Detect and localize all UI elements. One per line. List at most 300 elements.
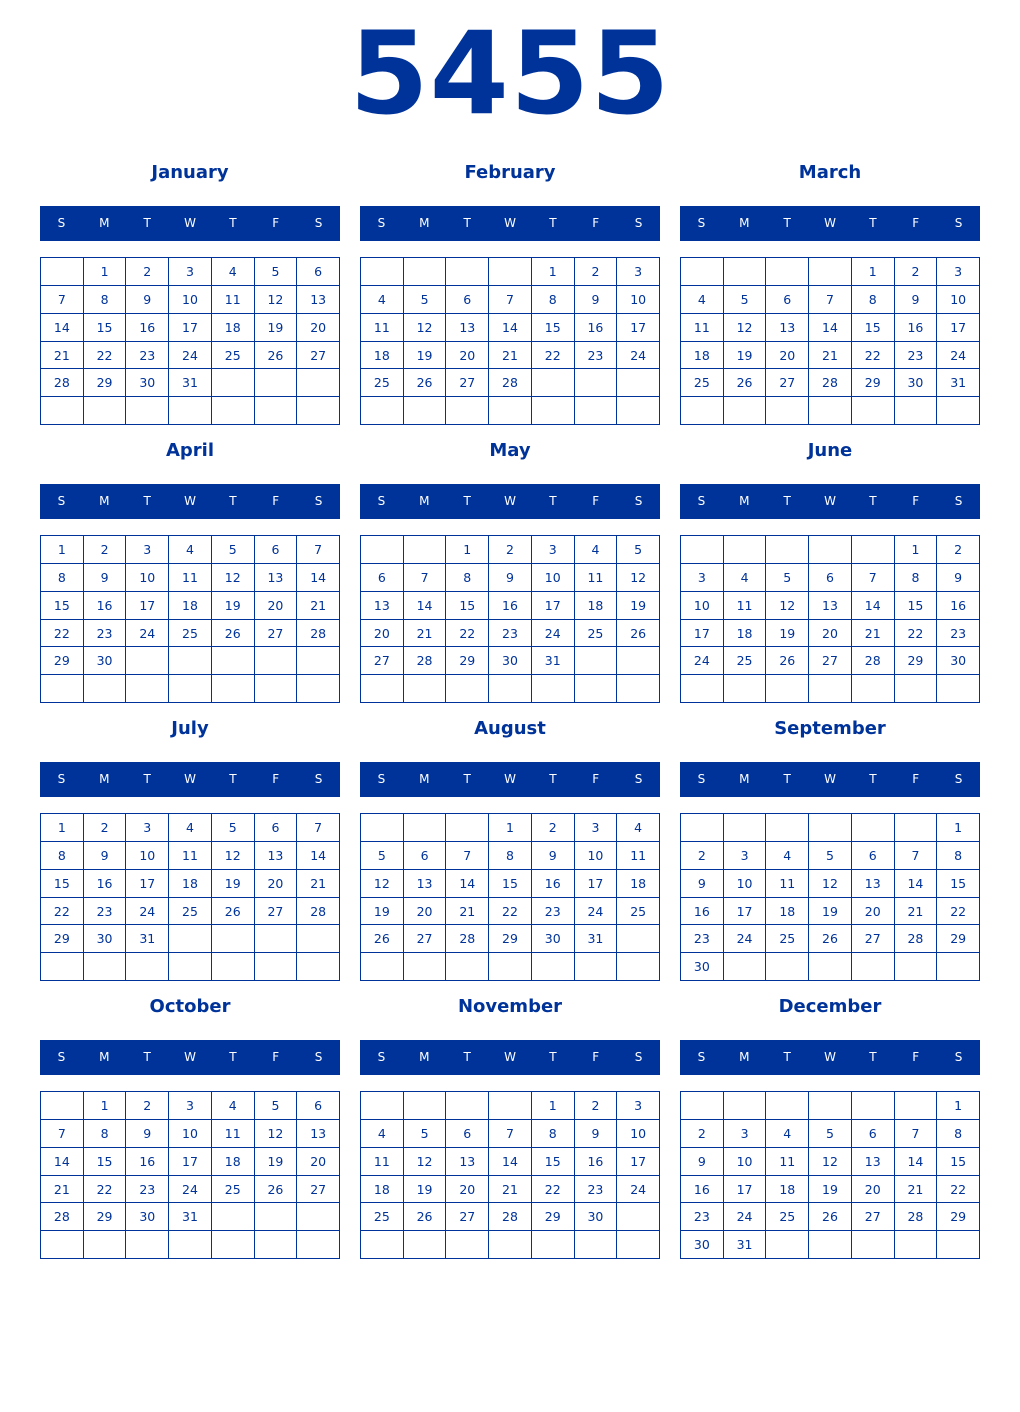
day-cell: 14	[809, 314, 852, 342]
day-cell: 24	[681, 647, 724, 675]
empty-day-cell	[575, 953, 618, 981]
day-cell: 7	[895, 1120, 938, 1148]
day-cell: 13	[255, 842, 298, 870]
day-cell: 18	[766, 898, 809, 926]
empty-day-cell	[724, 953, 767, 981]
weekday-label: S	[634, 772, 643, 786]
day-cell: 20	[766, 342, 809, 370]
day-cell: 8	[446, 564, 489, 592]
empty-day-cell	[532, 1231, 575, 1259]
day-cell: 10	[681, 592, 724, 620]
empty-day-cell	[617, 675, 660, 703]
day-cell: 25	[681, 369, 724, 397]
day-cell: 29	[446, 647, 489, 675]
empty-day-cell	[41, 1092, 84, 1120]
day-cell: 18	[617, 870, 660, 898]
day-cell: 3	[724, 1120, 767, 1148]
empty-day-cell	[809, 814, 852, 842]
day-cell: 28	[404, 647, 447, 675]
day-cell: 5	[212, 536, 255, 564]
day-cell: 20	[361, 620, 404, 648]
empty-day-cell	[169, 675, 212, 703]
weekday-header	[360, 206, 660, 241]
weekday-label: S	[57, 1050, 66, 1064]
empty-day-cell	[766, 1092, 809, 1120]
empty-day-cell	[41, 397, 84, 425]
weekday-label: F	[592, 494, 600, 508]
day-cell: 6	[852, 842, 895, 870]
day-cell: 2	[489, 536, 532, 564]
day-cell: 12	[809, 870, 852, 898]
day-cell: 22	[532, 1176, 575, 1204]
day-cell: 8	[532, 286, 575, 314]
day-cell: 30	[489, 647, 532, 675]
day-cell: 1	[937, 1092, 980, 1120]
day-cell: 13	[297, 286, 340, 314]
empty-day-cell	[297, 369, 340, 397]
empty-day-cell	[212, 925, 255, 953]
day-cell: 11	[681, 314, 724, 342]
day-cell: 28	[809, 369, 852, 397]
empty-day-cell	[404, 258, 447, 286]
day-cell: 9	[84, 564, 127, 592]
day-cell: 30	[681, 1231, 724, 1259]
day-cell: 1	[446, 536, 489, 564]
day-cell: 19	[361, 898, 404, 926]
day-cell: 29	[84, 1203, 127, 1231]
day-cell: 10	[724, 1148, 767, 1176]
day-cell: 5	[724, 286, 767, 314]
day-cell: 10	[724, 870, 767, 898]
weekday-label: W	[504, 772, 516, 786]
weekday-label: W	[184, 494, 196, 508]
day-cell: 1	[41, 536, 84, 564]
day-cell: 8	[84, 1120, 127, 1148]
empty-day-cell	[297, 647, 340, 675]
day-cell: 29	[895, 647, 938, 675]
day-cell: 25	[575, 620, 618, 648]
day-cell: 17	[617, 1148, 660, 1176]
day-cell: 19	[212, 592, 255, 620]
empty-day-cell	[361, 1092, 404, 1120]
day-cell: 20	[297, 314, 340, 342]
weekday-label: M	[419, 216, 430, 230]
day-cell: 14	[297, 564, 340, 592]
day-cell: 7	[489, 1120, 532, 1148]
day-cell: 20	[809, 620, 852, 648]
weekday-label: F	[272, 494, 280, 508]
day-cell: 17	[169, 314, 212, 342]
empty-day-cell	[724, 675, 767, 703]
empty-day-cell	[724, 536, 767, 564]
day-cell: 3	[126, 536, 169, 564]
day-grid	[360, 813, 660, 981]
month-name: April	[165, 440, 215, 461]
day-cell: 18	[361, 1176, 404, 1204]
day-cell: 10	[617, 1120, 660, 1148]
day-cell: 22	[84, 1176, 127, 1204]
empty-day-cell	[404, 397, 447, 425]
empty-day-cell	[681, 814, 724, 842]
weekday-label: T	[229, 1050, 237, 1064]
day-cell: 8	[937, 842, 980, 870]
year-title: 5455	[349, 7, 671, 140]
day-cell: 1	[489, 814, 532, 842]
day-cell: 4	[724, 564, 767, 592]
empty-day-cell	[809, 953, 852, 981]
weekday-header	[680, 206, 980, 241]
day-cell: 23	[575, 1176, 618, 1204]
day-cell: 30	[575, 1203, 618, 1231]
day-cell: 3	[532, 536, 575, 564]
empty-day-cell	[532, 369, 575, 397]
day-cell: 5	[809, 842, 852, 870]
weekday-label: S	[697, 216, 706, 230]
day-cell: 30	[126, 1203, 169, 1231]
day-cell: 21	[489, 1176, 532, 1204]
day-cell: 13	[446, 1148, 489, 1176]
weekday-label: S	[57, 772, 66, 786]
empty-day-cell	[489, 675, 532, 703]
weekday-label: S	[954, 216, 963, 230]
day-cell: 7	[852, 564, 895, 592]
day-cell: 10	[532, 564, 575, 592]
empty-day-cell	[84, 1231, 127, 1259]
day-grid	[40, 535, 340, 703]
day-cell: 20	[446, 1176, 489, 1204]
weekday-label: F	[912, 494, 920, 508]
weekday-label: T	[783, 772, 791, 786]
weekday-label: T	[783, 1050, 791, 1064]
empty-day-cell	[41, 953, 84, 981]
empty-day-cell	[852, 397, 895, 425]
day-cell: 27	[852, 925, 895, 953]
empty-day-cell	[404, 1092, 447, 1120]
empty-day-cell	[895, 1092, 938, 1120]
day-cell: 8	[489, 842, 532, 870]
day-cell: 29	[937, 1203, 980, 1231]
weekday-label: W	[824, 1050, 836, 1064]
empty-day-cell	[446, 1231, 489, 1259]
day-cell: 26	[212, 898, 255, 926]
empty-day-cell	[404, 814, 447, 842]
empty-day-cell	[446, 397, 489, 425]
day-cell: 28	[41, 369, 84, 397]
day-cell: 2	[575, 1092, 618, 1120]
day-cell: 22	[41, 898, 84, 926]
day-cell: 25	[766, 1203, 809, 1231]
day-cell: 6	[255, 814, 298, 842]
day-cell: 13	[297, 1120, 340, 1148]
day-cell: 4	[617, 814, 660, 842]
weekday-label: T	[869, 1050, 877, 1064]
day-cell: 6	[852, 1120, 895, 1148]
empty-day-cell	[41, 675, 84, 703]
day-cell: 17	[126, 870, 169, 898]
day-cell: 8	[41, 564, 84, 592]
day-cell: 28	[446, 925, 489, 953]
day-cell: 12	[724, 314, 767, 342]
day-cell: 26	[766, 647, 809, 675]
day-cell: 11	[766, 870, 809, 898]
empty-day-cell	[169, 647, 212, 675]
weekday-label: F	[272, 1050, 280, 1064]
empty-day-cell	[255, 675, 298, 703]
day-cell: 5	[212, 814, 255, 842]
weekday-label: S	[57, 494, 66, 508]
day-cell: 5	[404, 286, 447, 314]
empty-day-cell	[84, 675, 127, 703]
month-name: November	[457, 996, 563, 1017]
day-cell: 17	[724, 1176, 767, 1204]
day-cell: 4	[766, 842, 809, 870]
day-cell: 19	[809, 898, 852, 926]
weekday-label: S	[954, 1050, 963, 1064]
weekday-label: M	[99, 772, 110, 786]
day-cell: 14	[297, 842, 340, 870]
empty-day-cell	[575, 647, 618, 675]
day-cell: 9	[489, 564, 532, 592]
weekday-label: F	[592, 216, 600, 230]
day-cell: 13	[446, 314, 489, 342]
empty-day-cell	[617, 925, 660, 953]
weekday-label: F	[592, 1050, 600, 1064]
empty-day-cell	[532, 953, 575, 981]
month-name: January	[151, 162, 229, 183]
day-cell: 20	[297, 1148, 340, 1176]
empty-day-cell	[575, 1231, 618, 1259]
day-cell: 25	[361, 1203, 404, 1231]
day-cell: 28	[297, 898, 340, 926]
day-cell: 24	[126, 898, 169, 926]
day-cell: 26	[361, 925, 404, 953]
day-cell: 7	[297, 536, 340, 564]
day-cell: 5	[404, 1120, 447, 1148]
day-cell: 21	[297, 870, 340, 898]
day-cell: 10	[126, 564, 169, 592]
empty-day-cell	[575, 397, 618, 425]
empty-day-cell	[937, 1231, 980, 1259]
day-cell: 6	[446, 1120, 489, 1148]
weekday-label: T	[229, 494, 237, 508]
day-cell: 23	[895, 342, 938, 370]
weekday-label: W	[824, 494, 836, 508]
weekday-label: W	[504, 1050, 516, 1064]
empty-day-cell	[446, 675, 489, 703]
weekday-label: S	[377, 772, 386, 786]
weekday-label: T	[783, 494, 791, 508]
weekday-label: M	[419, 494, 430, 508]
empty-day-cell	[852, 536, 895, 564]
day-grid	[680, 813, 980, 981]
empty-day-cell	[404, 536, 447, 564]
day-cell: 20	[852, 1176, 895, 1204]
empty-day-cell	[255, 953, 298, 981]
day-cell: 22	[852, 342, 895, 370]
weekday-label: T	[463, 494, 471, 508]
month-name: June	[807, 440, 853, 461]
day-cell: 19	[212, 870, 255, 898]
day-cell: 21	[41, 342, 84, 370]
day-grid	[360, 1091, 660, 1259]
weekday-header	[40, 484, 340, 519]
day-cell: 16	[126, 1148, 169, 1176]
empty-day-cell	[126, 953, 169, 981]
empty-day-cell	[575, 675, 618, 703]
empty-day-cell	[681, 536, 724, 564]
day-cell: 30	[126, 369, 169, 397]
day-cell: 29	[489, 925, 532, 953]
day-cell: 27	[809, 647, 852, 675]
weekday-label: T	[783, 216, 791, 230]
day-grid	[680, 257, 980, 425]
day-cell: 30	[84, 925, 127, 953]
day-cell: 7	[41, 1120, 84, 1148]
weekday-label: S	[377, 1050, 386, 1064]
day-cell: 22	[937, 898, 980, 926]
empty-day-cell	[681, 675, 724, 703]
day-cell: 14	[895, 870, 938, 898]
weekday-header	[40, 1040, 340, 1075]
day-cell: 27	[297, 1176, 340, 1204]
day-cell: 16	[895, 314, 938, 342]
day-cell: 27	[255, 620, 298, 648]
day-cell: 9	[575, 286, 618, 314]
day-cell: 28	[489, 1203, 532, 1231]
day-cell: 21	[852, 620, 895, 648]
weekday-label: S	[954, 772, 963, 786]
empty-day-cell	[169, 397, 212, 425]
weekday-label: S	[314, 216, 323, 230]
day-cell: 15	[532, 314, 575, 342]
weekday-header	[680, 1040, 980, 1075]
day-cell: 16	[84, 592, 127, 620]
day-cell: 8	[41, 842, 84, 870]
day-cell: 29	[852, 369, 895, 397]
day-cell: 18	[766, 1176, 809, 1204]
day-cell: 15	[84, 1148, 127, 1176]
day-cell: 18	[724, 620, 767, 648]
day-cell: 23	[489, 620, 532, 648]
month-name: December	[778, 996, 882, 1017]
weekday-label: M	[99, 494, 110, 508]
day-cell: 13	[255, 564, 298, 592]
weekday-label: W	[824, 772, 836, 786]
day-cell: 8	[937, 1120, 980, 1148]
empty-day-cell	[895, 397, 938, 425]
weekday-label: M	[99, 216, 110, 230]
day-cell: 7	[895, 842, 938, 870]
empty-day-cell	[489, 953, 532, 981]
weekday-header	[680, 762, 980, 797]
day-cell: 3	[169, 1092, 212, 1120]
day-cell: 24	[617, 342, 660, 370]
empty-day-cell	[766, 258, 809, 286]
day-cell: 26	[724, 369, 767, 397]
day-cell: 21	[809, 342, 852, 370]
day-cell: 15	[532, 1148, 575, 1176]
day-cell: 16	[532, 870, 575, 898]
day-cell: 7	[446, 842, 489, 870]
day-cell: 23	[84, 620, 127, 648]
weekday-label: M	[739, 494, 750, 508]
day-cell: 13	[809, 592, 852, 620]
day-cell: 24	[532, 620, 575, 648]
empty-day-cell	[255, 647, 298, 675]
empty-day-cell	[126, 1231, 169, 1259]
weekday-label: S	[57, 216, 66, 230]
empty-day-cell	[852, 1231, 895, 1259]
empty-day-cell	[766, 953, 809, 981]
empty-day-cell	[255, 925, 298, 953]
weekday-header	[360, 484, 660, 519]
empty-day-cell	[361, 953, 404, 981]
day-cell: 17	[126, 592, 169, 620]
day-cell: 9	[84, 842, 127, 870]
day-cell: 2	[532, 814, 575, 842]
day-cell: 18	[169, 870, 212, 898]
day-grid	[680, 535, 980, 703]
day-cell: 12	[255, 286, 298, 314]
day-cell: 1	[895, 536, 938, 564]
day-cell: 9	[681, 1148, 724, 1176]
weekday-label: T	[549, 216, 557, 230]
weekday-label: F	[272, 216, 280, 230]
weekday-label: T	[143, 1050, 151, 1064]
day-cell: 10	[126, 842, 169, 870]
weekday-label: T	[143, 494, 151, 508]
day-cell: 9	[126, 1120, 169, 1148]
empty-day-cell	[895, 675, 938, 703]
day-cell: 12	[212, 842, 255, 870]
day-cell: 7	[489, 286, 532, 314]
day-cell: 7	[404, 564, 447, 592]
day-cell: 29	[84, 369, 127, 397]
weekday-label: M	[739, 216, 750, 230]
day-cell: 3	[617, 1092, 660, 1120]
day-cell: 22	[446, 620, 489, 648]
empty-day-cell	[809, 1092, 852, 1120]
day-cell: 2	[126, 1092, 169, 1120]
day-cell: 11	[617, 842, 660, 870]
day-cell: 10	[169, 1120, 212, 1148]
day-grid	[680, 1091, 980, 1259]
empty-day-cell	[809, 536, 852, 564]
day-cell: 31	[937, 369, 980, 397]
day-cell: 17	[617, 314, 660, 342]
empty-day-cell	[809, 258, 852, 286]
day-cell: 17	[937, 314, 980, 342]
day-cell: 14	[895, 1148, 938, 1176]
empty-day-cell	[766, 675, 809, 703]
day-cell: 2	[681, 842, 724, 870]
day-cell: 10	[617, 286, 660, 314]
empty-day-cell	[255, 397, 298, 425]
day-cell: 11	[212, 286, 255, 314]
day-cell: 16	[575, 1148, 618, 1176]
day-cell: 28	[297, 620, 340, 648]
empty-day-cell	[489, 258, 532, 286]
empty-day-cell	[446, 953, 489, 981]
day-cell: 2	[84, 536, 127, 564]
month-name: March	[798, 162, 862, 183]
day-cell: 27	[852, 1203, 895, 1231]
empty-day-cell	[169, 1231, 212, 1259]
day-cell: 14	[404, 592, 447, 620]
day-cell: 1	[532, 1092, 575, 1120]
day-cell: 9	[895, 286, 938, 314]
empty-day-cell	[84, 953, 127, 981]
